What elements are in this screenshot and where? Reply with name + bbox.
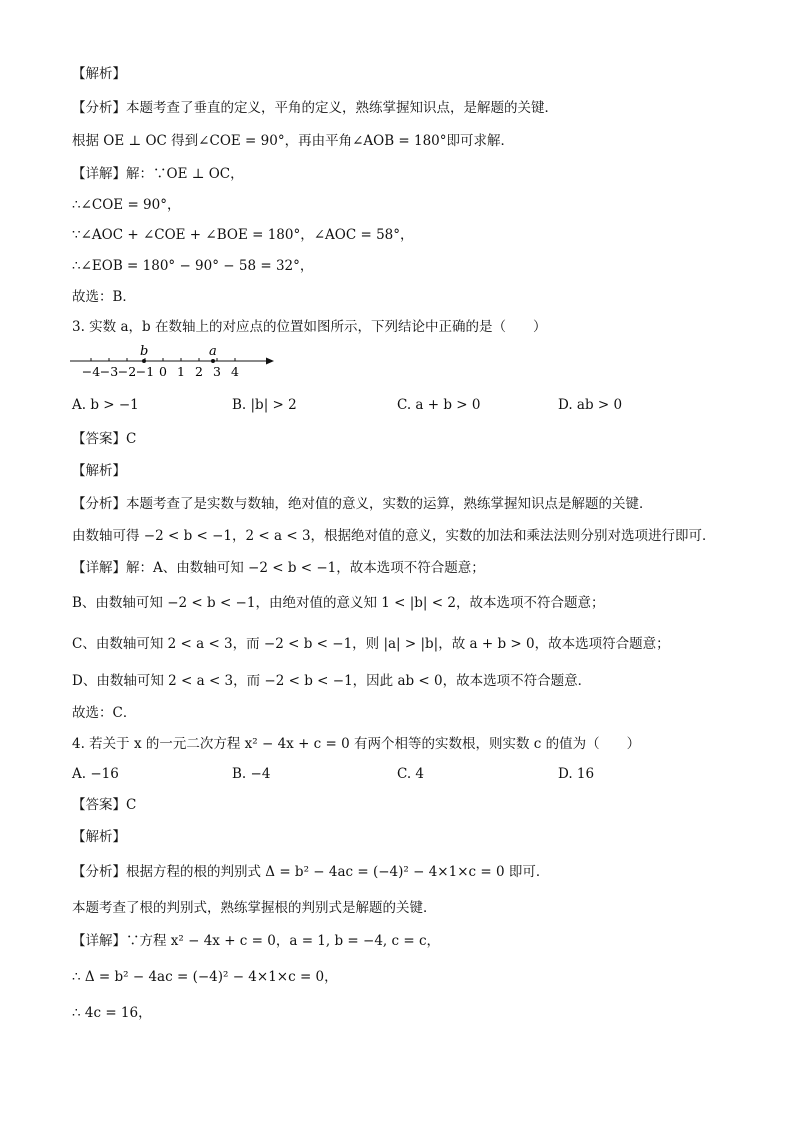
q3-choice: 故选：C． [72,705,137,721]
point-b [142,359,146,363]
q4-answer: 【答案】C [72,797,137,813]
q4-option-b: B. −4 [232,766,271,782]
q4-option-a: A. −16 [72,766,119,782]
q3-detail-a: 【详解】解：A、由数轴可知 −2 < b < −1，故本选项不符合题意； [72,560,485,576]
q4-option-d: D. 16 [558,766,595,782]
tick-label: −3 [99,364,119,379]
q2-step2: ∵∠AOC + ∠COE + ∠BOE = 180°，∠AOC = 58°， [72,227,414,243]
q3-option-b: B. |b| > 2 [232,397,297,413]
q3-analysis-line2: 由数轴可得 −2 < b < −1，2 < a < 3，根据绝对值的意义，实数的加法和乘法法则分别对选项进行即可． [72,528,716,544]
point-a-label: a [209,344,217,359]
tick-label: 4 [231,364,239,379]
q3-stem: 3. 实数 a，b 在数轴上的对应点的位置如图所示，下列结论中正确的是（ ） [72,319,547,335]
number-line-arrow-icon [266,358,274,365]
tick-label: −2 [117,364,137,379]
tick-label: 0 [159,364,167,379]
q2-analysis: 【分析】本题考查了垂直的定义，平角的定义，熟练掌握知识点，是解题的关键． [72,100,558,116]
q2-detail: 【详解】解：∵OE ⊥ OC， [72,166,244,182]
q4-step1: ∴ Δ = b² − 4ac = (−4)² − 4×1×c = 0， [72,969,338,985]
q2-step3: ∴∠EOB = 180° − 90° − 58 = 32°， [72,258,314,274]
q4-step2: ∴ 4c = 16， [72,1005,152,1021]
q3-option-c: C. a + b > 0 [397,397,481,413]
q2-analysis-line2: 根据 OE ⊥ OC 得到∠COE = 90°，再由平角∠AOB = 180°即可求解． [72,133,515,149]
q3-detail-b: B、由数轴可知 −2 < b < −1，由绝对值的意义知 1 < |b| < 2，故本选项不符合题意； [72,595,605,611]
q3-option-d: D. ab > 0 [558,397,623,413]
tick-label: −4 [81,364,101,379]
number-line-figure [68,340,278,382]
q3-detail-d: D、由数轴可知 2 < a < 3，而 −2 < b < −1，因此 ab < 0，故本选项不符合题意． [72,673,592,689]
analysis-heading-q3: 【解析】 [72,463,126,479]
q4-detail: 【详解】∵方程 x² − 4x + c = 0，a = 1, b = −4, c = c， [72,933,440,949]
q2-step1: ∴∠COE = 90°， [72,197,181,213]
point-a [211,359,215,363]
tick-label: −1 [135,364,155,379]
tick-label: 1 [177,364,185,379]
q2-choice: 故选：B． [72,289,136,305]
q4-analysis: 【分析】根据方程的根的判别式 Δ = b² − 4ac = (−4)² − 4×1×c = 0 即可． [72,864,550,880]
q4-stem: 4. 若关于 x 的一元二次方程 x² − 4x + c = 0 有两个相等的实数根，则实数 c 的值为（ ） [72,736,641,752]
q3-detail-c: C、由数轴可知 2 < a < 3，而 −2 < b < −1，则 |a| > |b|，故 a + b > 0，故本选项符合题意； [72,636,670,652]
q4-analysis-line2: 本题考查了根的判别式，熟练掌握根的判别式是解题的关键． [72,900,437,916]
point-b-label: b [140,344,149,359]
q4-option-c: C. 4 [397,766,425,782]
analysis-heading-q4: 【解析】 [72,829,126,845]
analysis-heading-q2: 【解析】 [72,66,126,82]
tick-label: 2 [195,364,203,379]
q3-analysis: 【分析】本题考查了是实数与数轴，绝对值的意义，实数的运算，熟练掌握知识点是解题的关键． [72,496,653,512]
tick-label: 3 [213,364,221,379]
q3-option-a: A. b > −1 [72,397,139,413]
q3-answer: 【答案】C [72,431,137,447]
